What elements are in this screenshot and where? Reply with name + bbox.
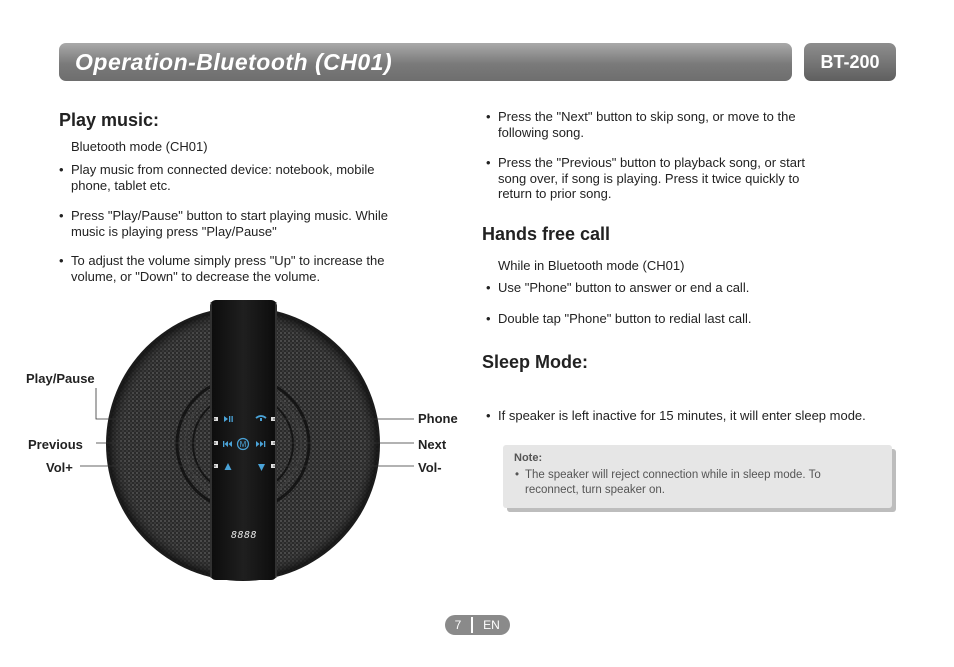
sleep-mode-title: Sleep Mode: (482, 352, 589, 372)
page-language: EN (483, 618, 500, 632)
model-badge: BT-200 (804, 43, 896, 81)
bullet-line: return to prior song. (498, 186, 612, 201)
note-line: • The speaker will reject connection while in sleep mode. To (525, 469, 821, 481)
note-line: reconnect, turn speaker on. (525, 484, 665, 496)
bullet-line: • Press the "Next" button to skip song, or move to the (498, 109, 796, 124)
sleep-mode-bullet: • If speaker is left inactive for 15 minutes, it will enter sleep mode. (498, 408, 938, 424)
bullet-line: following song. (498, 124, 584, 140)
bullet-line: • Play music from connected device: notebook, mobile (71, 162, 375, 177)
bullet-line: phone, tablet etc. (71, 177, 171, 193)
play-pause-label: Play/Pause (26, 371, 95, 386)
vol-up-label: Vol+ (46, 460, 73, 475)
bullet-line: • Press "Play/Pause" button to start playing music. While (71, 208, 389, 223)
note-title: Note: (514, 452, 543, 464)
play-music-title: Play music: (59, 110, 160, 130)
led-display: 8888 (230, 530, 258, 541)
hands-free-bullet-1: • Use "Phone" button to answer or end a call. (498, 280, 888, 296)
previous-label: Previous (28, 437, 83, 452)
next-label: Next (418, 437, 447, 452)
hands-free-mode: While in Bluetooth mode (CH01) (498, 258, 685, 273)
bullet-line: • To adjust the volume simply press "Up" to increase the (71, 253, 385, 268)
phone-label: Phone (418, 411, 458, 426)
bullet-line: • Press the "Previous" button to playback song, or start (498, 155, 805, 170)
hands-free-title: Hands free call (482, 224, 611, 244)
bullet-line: volume, or "Down" to decrease the volume. (71, 268, 321, 284)
play-music-mode: Bluetooth mode (CH01) (71, 139, 208, 154)
bullet-line: song over, if song is playing. Press it twice quickly to (498, 170, 800, 186)
page-title: Operation-Bluetooth (CH01) (75, 49, 393, 75)
hands-free-bullet-2: • Double tap "Phone" button to redial last call. (498, 311, 888, 327)
vol-down-label: Vol- (418, 460, 442, 475)
page-number: 7 (454, 618, 462, 632)
m-button-label: M (239, 440, 247, 449)
bullet-line: music is playing press "Play/Pause" (71, 223, 277, 239)
page-indicator (445, 615, 510, 635)
